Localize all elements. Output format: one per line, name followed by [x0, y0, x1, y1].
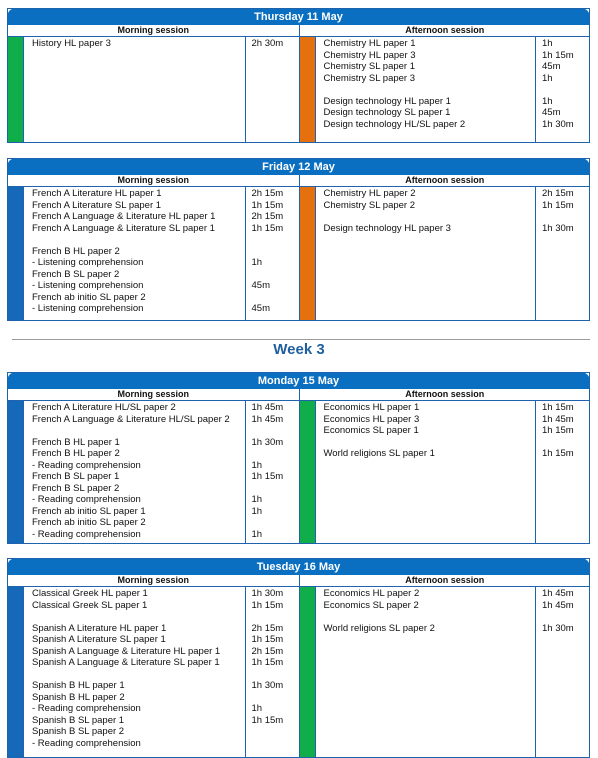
- exam-duration: 1h: [251, 505, 263, 517]
- exam-subject: - Reading comprehension: [32, 528, 141, 540]
- exam-duration: 2h 15m: [542, 188, 574, 199]
- exam-duration: 1h: [251, 459, 263, 471]
- week-title: Week 3: [273, 341, 325, 358]
- exam-subject: Spanish B HL paper 2: [32, 691, 125, 703]
- exam-duration: 45m: [251, 303, 270, 314]
- day-block-friday: [7, 158, 590, 321]
- exam-subject: Chemistry SL paper 2: [323, 199, 416, 211]
- exam-subject: [32, 611, 245, 623]
- exam-subject: French A Language & Literature HL paper 1: [32, 211, 216, 222]
- exam-duration: [252, 692, 299, 704]
- exam-duration: [252, 738, 299, 750]
- session-body: [8, 401, 589, 543]
- exam-subject: - Reading comprehension: [32, 459, 141, 471]
- exam-subject: Economics HL paper 1: [323, 402, 420, 413]
- exam-duration: [252, 611, 299, 623]
- exam-subject: Design technology HL/SL paper 2: [323, 118, 466, 130]
- exam-duration: 1h 15m: [542, 49, 574, 61]
- afternoon-session-label: Afternoon session: [299, 175, 591, 186]
- afternoon-time-list: [535, 587, 589, 757]
- exam-subject: - Listening comprehension: [32, 280, 144, 291]
- exam-duration: [542, 211, 589, 223]
- exam-duration: [252, 726, 299, 738]
- morning-column: [8, 187, 299, 320]
- exam-duration: [542, 84, 589, 96]
- afternoon-time-list: [535, 187, 589, 320]
- afternoon-time-list: [535, 401, 589, 543]
- morning-session-label: Morning session: [117, 175, 189, 185]
- session-header-row: [8, 25, 589, 37]
- exam-subject: [32, 234, 245, 246]
- exam-duration: [252, 517, 299, 529]
- afternoon-color-bar: [300, 587, 315, 757]
- exam-subject: Economics HL paper 2: [323, 588, 420, 599]
- exam-subject: French A Language & Literature HL/SL paper 2: [32, 413, 230, 425]
- exam-subject: [324, 437, 536, 449]
- exam-subject: French ab initio SL paper 1: [32, 505, 146, 517]
- day-title: Tuesday 16 May: [7, 558, 590, 575]
- exam-duration: 1h 30m: [251, 436, 284, 448]
- afternoon-column: [299, 187, 590, 320]
- exam-subject: World religions SL paper 2: [323, 622, 435, 634]
- exam-subject: Spanish A Literature SL paper 1: [32, 634, 166, 645]
- afternoon-time-list: [535, 37, 589, 142]
- morning-subject-list: [23, 37, 245, 142]
- exam-subject: - Listening comprehension: [32, 303, 144, 314]
- exam-subject: Classical Greek HL paper 1: [32, 588, 148, 599]
- exam-subject: Economics SL paper 2: [323, 599, 419, 611]
- afternoon-session-label: Afternoon session: [299, 25, 591, 36]
- exam-subject: French B HL paper 2: [32, 448, 120, 459]
- week-divider: [12, 339, 590, 340]
- exam-duration: 1h 15m: [251, 634, 284, 645]
- exam-subject: Chemistry HL paper 3: [323, 49, 416, 61]
- exam-duration: [542, 437, 589, 449]
- morning-color-bar: [8, 187, 23, 320]
- session-header-row: [8, 389, 589, 401]
- exam-subject: Classical Greek SL paper 1: [32, 599, 148, 611]
- exam-subject: [324, 611, 536, 623]
- exam-duration: 1h 45m: [542, 599, 574, 611]
- exam-duration: [252, 425, 299, 437]
- session-header-row: [8, 175, 589, 187]
- exam-duration: 1h 15m: [251, 599, 284, 611]
- exam-duration: 1h 15m: [251, 471, 284, 482]
- exam-subject: French A Literature SL paper 1: [32, 199, 162, 211]
- exam-duration: 45m: [542, 107, 561, 118]
- exam-duration: 2h 15m: [251, 622, 284, 634]
- exam-duration: 1h 15m: [542, 425, 574, 436]
- afternoon-subject-list: [315, 401, 536, 543]
- morning-subject-list: [23, 587, 245, 757]
- session-body: [8, 37, 589, 142]
- exam-subject: Economics SL paper 1: [323, 425, 419, 436]
- exam-duration: 1h: [251, 257, 263, 268]
- day-block-thursday: [7, 8, 590, 143]
- exam-duration: 1h 45m: [251, 402, 284, 413]
- exam-duration: 2h 15m: [251, 211, 284, 222]
- morning-column: [8, 401, 299, 543]
- exam-duration: 1h 15m: [251, 199, 284, 211]
- exam-duration: 1h: [251, 528, 263, 540]
- exam-subject: French B SL paper 2: [32, 268, 120, 280]
- exam-duration: [542, 611, 589, 623]
- exam-duration: 1h 30m: [542, 118, 574, 130]
- morning-color-bar: [8, 401, 23, 543]
- exam-subject: Chemistry HL paper 1: [323, 38, 416, 49]
- exam-subject: [32, 425, 245, 437]
- exam-subject: Spanish A Language & Literature HL paper 1: [32, 645, 221, 657]
- morning-time-list: [245, 401, 299, 543]
- exam-subject: Design technology HL paper 1: [323, 95, 451, 107]
- exam-duration: [252, 246, 299, 258]
- exam-duration: 2h 30m: [251, 38, 284, 49]
- afternoon-session-label: Afternoon session: [299, 575, 591, 586]
- morning-color-bar: [8, 37, 23, 142]
- afternoon-session-label: Afternoon session: [299, 389, 591, 400]
- session-header-row: [8, 575, 589, 587]
- exam-duration: 1h 15m: [542, 448, 574, 459]
- morning-subject-list: [23, 401, 245, 543]
- exam-subject: Spanish B HL paper 1: [32, 680, 125, 691]
- exam-duration: 1h 15m: [251, 222, 284, 234]
- exam-subject: Spanish B SL paper 1: [32, 714, 125, 726]
- exam-subject: French A Literature HL paper 1: [32, 188, 162, 199]
- exam-duration: 1h 45m: [542, 588, 574, 599]
- day-block-tuesday: [7, 558, 590, 758]
- exam-duration: 1h: [251, 703, 263, 714]
- exam-duration: 1h 15m: [542, 199, 574, 211]
- exam-subject: French B SL paper 1: [32, 471, 120, 482]
- exam-duration: [252, 292, 299, 304]
- exam-subject: History HL paper 3: [32, 38, 111, 49]
- exam-duration: 1h: [251, 494, 263, 505]
- morning-time-list: [245, 587, 299, 757]
- morning-session-label: Morning session: [117, 389, 189, 399]
- exam-duration: 1h 30m: [251, 588, 284, 599]
- afternoon-color-bar: [300, 37, 315, 142]
- exam-subject: French B SL paper 2: [32, 482, 120, 494]
- exam-duration: 1h: [542, 72, 553, 84]
- morning-color-bar: [8, 587, 23, 757]
- exam-subject: Chemistry SL paper 3: [323, 72, 416, 84]
- exam-subject: French B HL paper 2: [32, 245, 120, 257]
- exam-subject: Economics HL paper 3: [323, 413, 420, 425]
- exam-subject: French ab initio SL paper 2: [32, 291, 146, 303]
- session-body: [8, 587, 589, 757]
- exam-duration: 2h 15m: [251, 645, 284, 657]
- exam-duration: 1h 30m: [542, 222, 574, 234]
- morning-column: [8, 587, 299, 757]
- exam-subject: French A Literature HL/SL paper 2: [32, 402, 176, 413]
- afternoon-subject-list: [315, 37, 536, 142]
- exam-duration: 1h 15m: [251, 657, 284, 668]
- day-title: Thursday 11 May: [7, 8, 590, 25]
- exam-subject: World religions SL paper 1: [323, 448, 435, 459]
- morning-time-list: [245, 37, 299, 142]
- exam-subject: [324, 84, 536, 96]
- afternoon-subject-list: [315, 587, 536, 757]
- exam-subject: - Reading comprehension: [32, 703, 141, 714]
- afternoon-column: [299, 401, 590, 543]
- exam-subject: Spanish A Literature HL paper 1: [32, 622, 167, 634]
- exam-subject: Spanish A Language & Literature SL paper 1: [32, 657, 220, 668]
- day-title: Monday 15 May: [7, 372, 590, 389]
- exam-duration: 1h 30m: [251, 680, 284, 691]
- exam-duration: [252, 669, 299, 681]
- exam-subject: Spanish B SL paper 2: [32, 726, 125, 737]
- morning-session-label: Morning session: [117, 25, 189, 35]
- exam-subject: - Reading comprehension: [32, 494, 141, 505]
- exam-duration: 1h 45m: [542, 413, 574, 425]
- morning-session-label: Morning session: [117, 575, 189, 585]
- morning-time-list: [245, 187, 299, 320]
- exam-subject: - Reading comprehension: [32, 737, 141, 749]
- exam-duration: [252, 448, 299, 460]
- exam-duration: 2h 15m: [251, 188, 284, 199]
- exam-duration: 1h 45m: [251, 413, 284, 425]
- exam-subject: Chemistry SL paper 1: [323, 61, 416, 72]
- exam-duration: [252, 234, 299, 246]
- exam-subject: Design technology SL paper 1: [323, 107, 451, 118]
- exam-duration: 1h 15m: [542, 402, 574, 413]
- exam-subject: French A Language & Literature SL paper 1: [32, 222, 215, 234]
- exam-subject: [32, 669, 245, 681]
- session-body: [8, 187, 589, 320]
- exam-subject: Design technology HL paper 3: [323, 222, 451, 234]
- afternoon-color-bar: [300, 187, 315, 320]
- afternoon-column: [299, 37, 590, 142]
- afternoon-color-bar: [300, 401, 315, 543]
- exam-duration: [252, 483, 299, 495]
- exam-subject: - Listening comprehension: [32, 257, 144, 268]
- day-title: Friday 12 May: [7, 158, 590, 175]
- exam-duration: [252, 269, 299, 281]
- exam-duration: 45m: [251, 280, 270, 291]
- afternoon-subject-list: [315, 187, 536, 320]
- exam-duration: 1h 30m: [542, 622, 574, 634]
- morning-column: [8, 37, 299, 142]
- exam-subject: French ab initio SL paper 2: [32, 517, 146, 528]
- afternoon-column: [299, 587, 590, 757]
- exam-duration: 1h: [542, 38, 553, 49]
- exam-subject: Chemistry HL paper 2: [323, 188, 416, 199]
- exam-subject: French B HL paper 1: [32, 436, 120, 448]
- exam-duration: 45m: [542, 61, 561, 72]
- exam-duration: 1h 15m: [251, 714, 284, 726]
- exam-duration: 1h: [542, 95, 553, 107]
- exam-subject: [324, 211, 536, 223]
- morning-subject-list: [23, 187, 245, 320]
- day-block-monday: [7, 372, 590, 544]
